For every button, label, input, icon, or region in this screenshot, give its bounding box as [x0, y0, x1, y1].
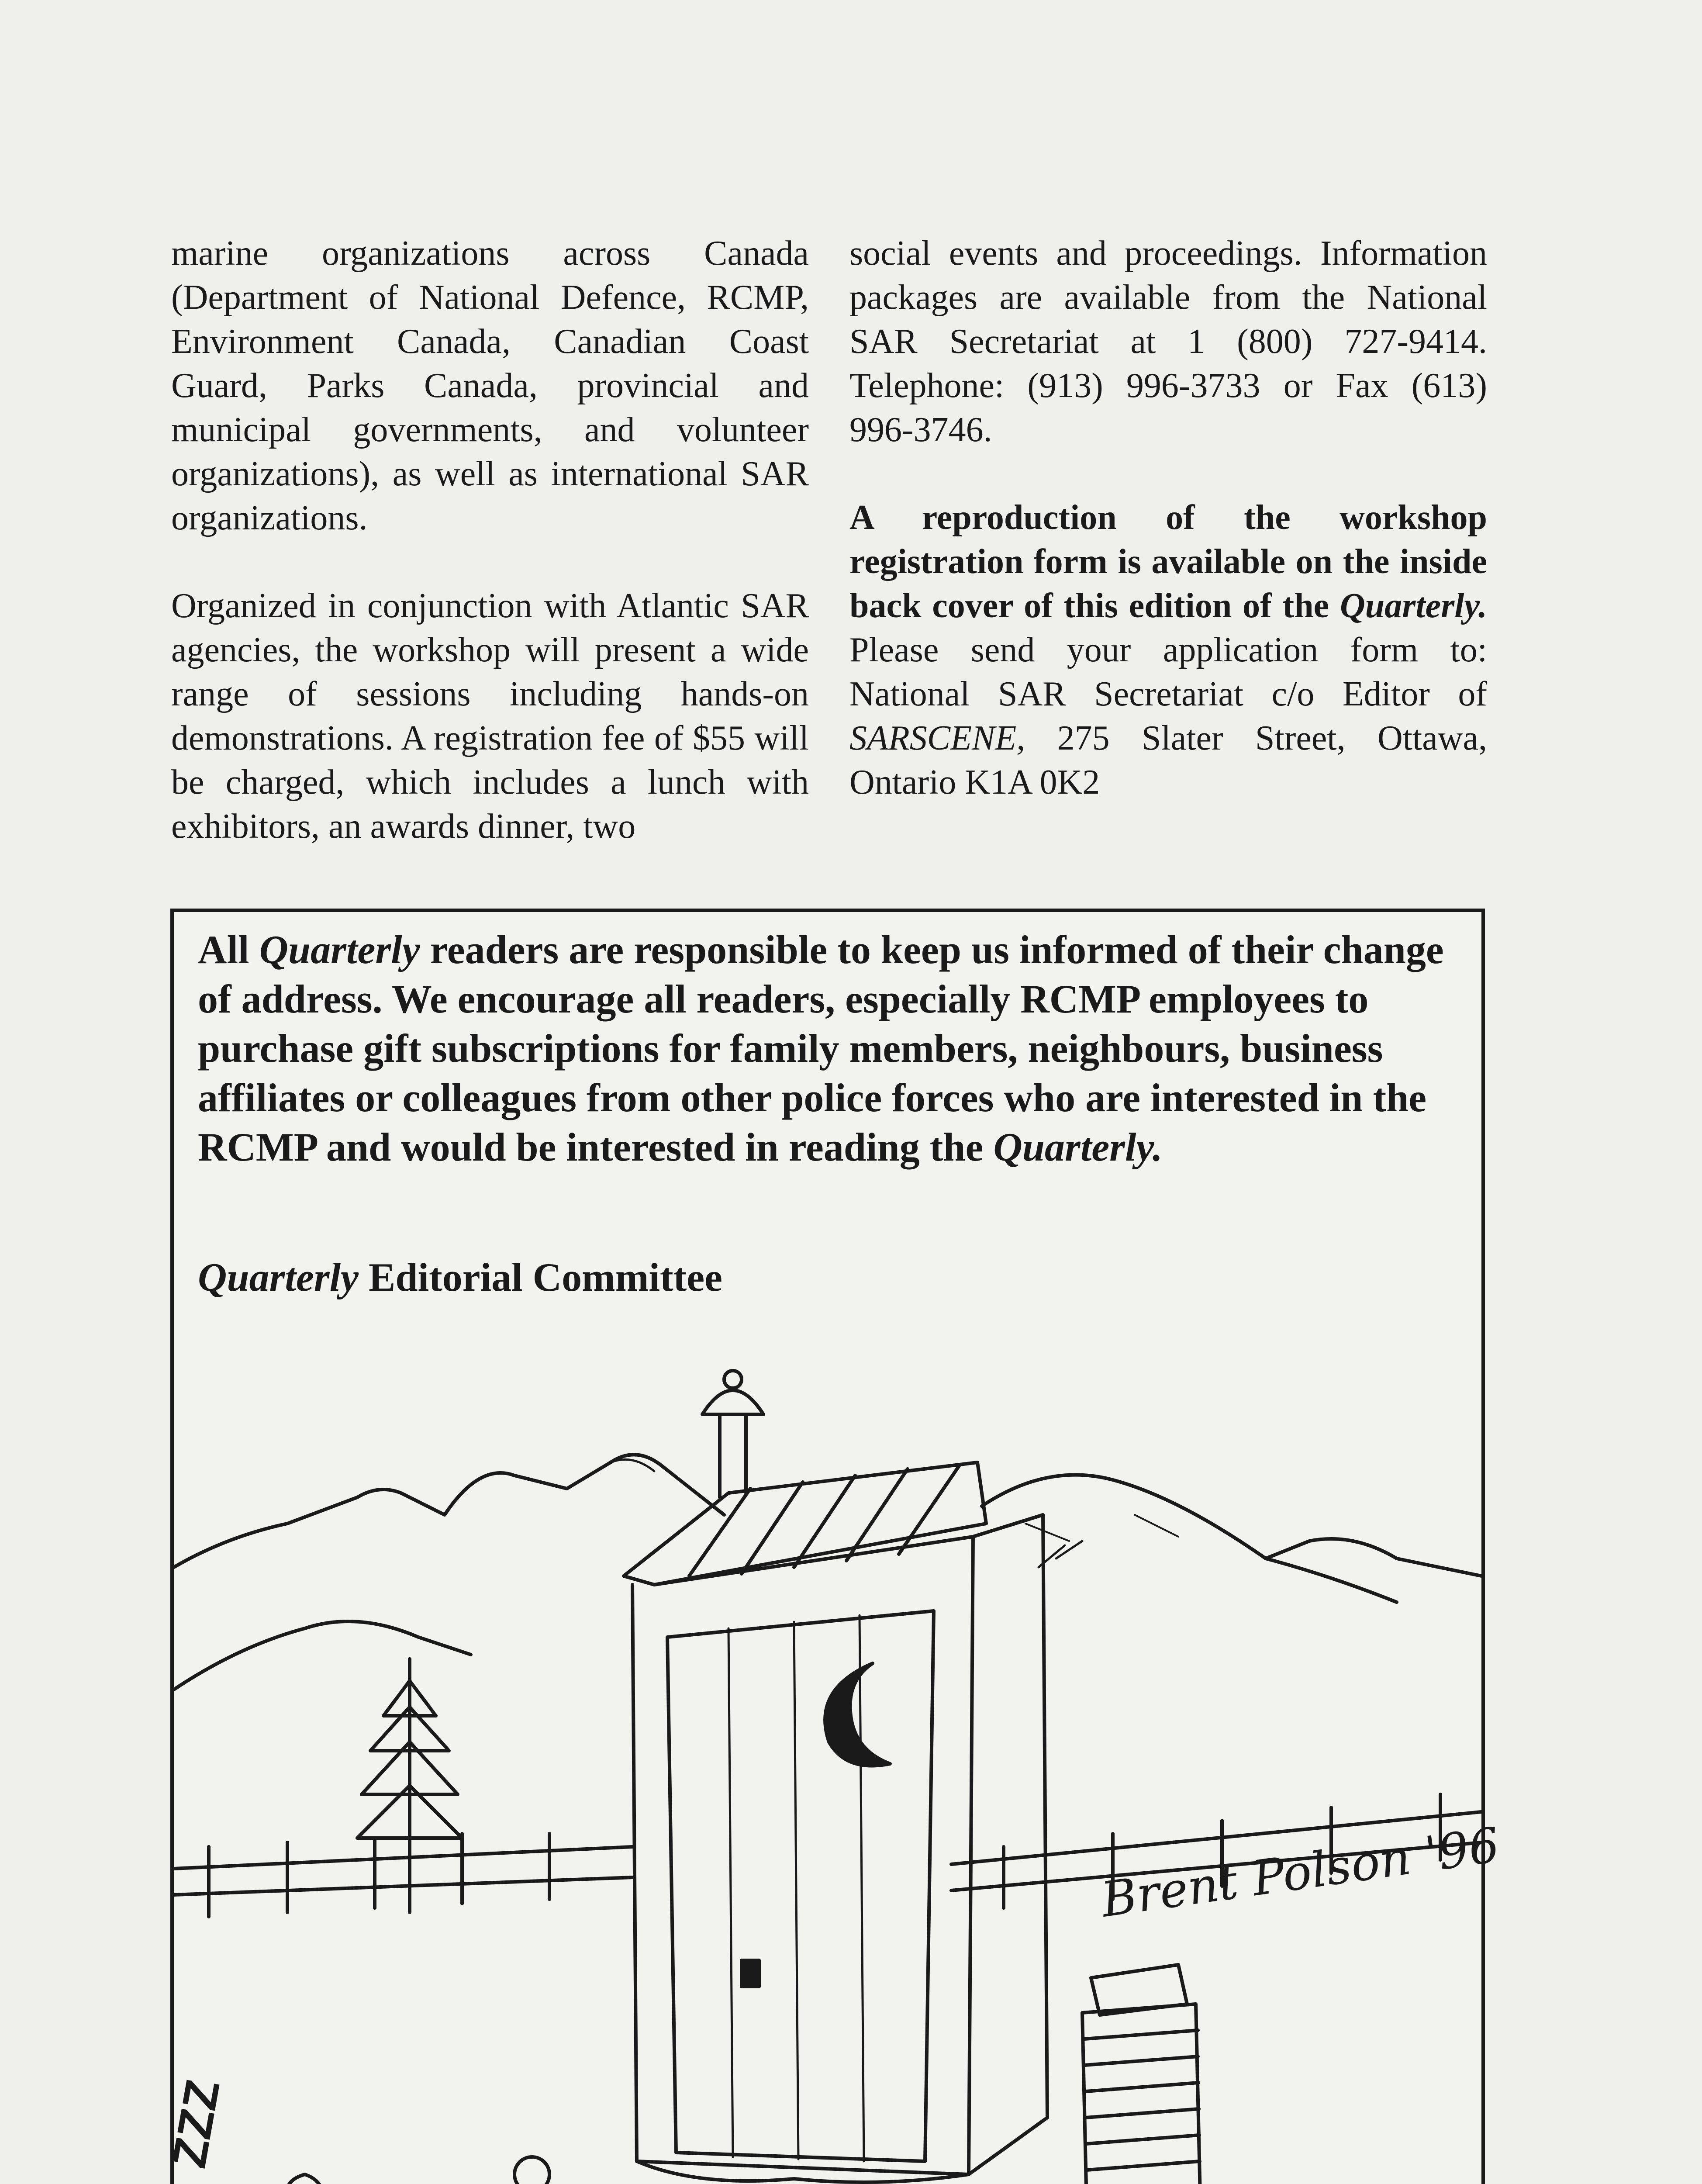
left-column: [171, 232, 809, 892]
registration-note: A reproduction of the workshop registration form is available on the inside back cover of this edition of the: [849, 498, 1487, 625]
quarterly-title-2: Quarterly.: [993, 1125, 1163, 1169]
right-paragraph-1: social events and proceedings. Information packages are available from the National SAR Secretariat at 1 (800) 727-9414. Telephone: (913) 996-3733 or Fax (613) 996-3746.: [849, 234, 1487, 449]
application-instructions: Please send your application form to: National SAR Secretariat c/o Editor of: [849, 631, 1487, 713]
right-column: [849, 232, 1487, 848]
vent-pipe: [720, 1414, 746, 1497]
quarterly-title: Quarterly: [259, 927, 420, 972]
outhouse-door: [667, 1611, 934, 2161]
cartoon-signature: Brent Polson '96: [1098, 1817, 1503, 1928]
fence-left: [174, 1847, 632, 1895]
right-paragraph-2: [849, 496, 1487, 805]
registration-note-quarterly: Quarterly.: [1340, 587, 1487, 625]
editorial-committee: Quarterly Editorial Committee: [198, 1255, 722, 1299]
left-paragraph-2: Organized in conjunction with Atlantic SAR agencies, the workshop will present a wide range of sessions including hands-on demonstrations. A registration fee of $55 will be charged, which includes a lunch with exhibitors, an awards dinner, two: [171, 587, 809, 846]
notice-text: All Quarterly readers are responsible to keep us informed of their change of address. We encourage all readers, especially RCMP employees to purchase gift subscriptions for family members, neighbours, business affiliates or colleagues from other police forces who are interested in the RCMP and would be interested in reading the Quarterly.: [198, 927, 1444, 1169]
mailing-address: 275 Slater Street, Ottawa, Ontario K1A 0K2: [849, 719, 1487, 802]
mountains: [174, 1455, 724, 1567]
snore-text: ZZZ: [162, 2076, 230, 2172]
outhouse-cartoon: [162, 1331, 1503, 2184]
sarscene-title: SARSCENE,: [849, 719, 1025, 757]
left-paragraph-1: marine organizations across Canada (Department of National Defence, RCMP, Environment Canada, Canadian Coast Guard, Parks Canada, provincial and municipal governments, and volunteer organizations), as well as international SAR organizations.: [171, 234, 809, 537]
notice-box: [162, 909, 1503, 2184]
outhouse-body: [632, 1537, 973, 2174]
moon-cutout: [825, 1663, 890, 1766]
